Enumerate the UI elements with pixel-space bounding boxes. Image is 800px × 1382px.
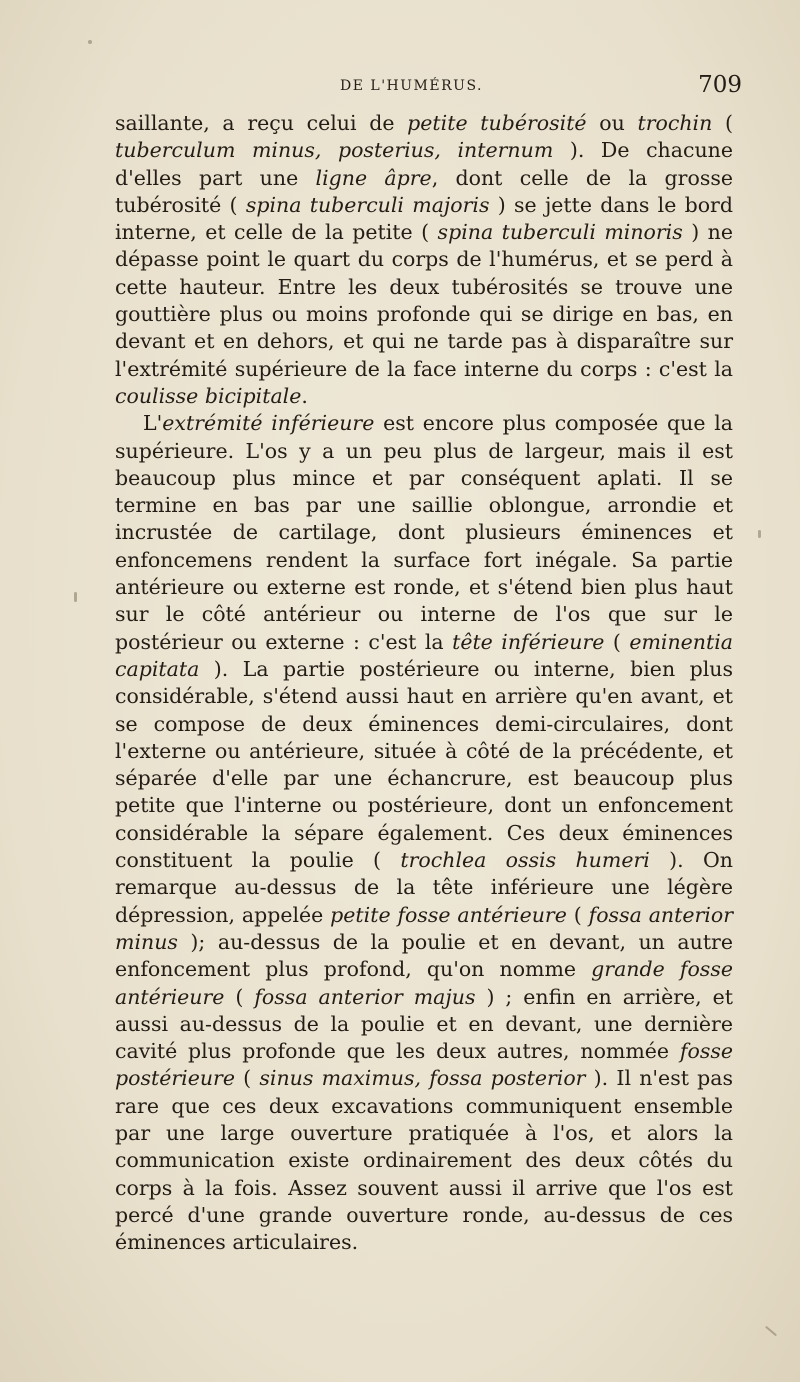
paragraph-2: [115, 410, 733, 1256]
text-run: ). On remarque au-dessus de la tête inférieure une légère dépression, appelée: [115, 848, 733, 927]
body-text: [115, 110, 733, 1256]
text-run: ou: [586, 111, 638, 135]
term-petite-tuberosite: petite tubérosité: [407, 111, 587, 135]
term-extremite-inferieure: extrémité inférieure: [162, 411, 375, 436]
page-number: 709: [698, 72, 742, 98]
term-spina-tuberculi-majoris: spina tuberculi majoris: [245, 192, 490, 217]
term-spina-tuberculi-minoris: spina tuberculi minoris: [437, 220, 683, 245]
term-coulisse-bicipitale: coulisse bicipitale: [115, 383, 302, 408]
text-run: ). Il n'est pas rare que ces deux excavations communiquent ensemble par une large ouverture pratiquée à l'os, et alors la communication existe ordinairement des deux côtés du corps à la fois. Assez souvent aussi il arrive que l'os est percé d'une grande ouverture ronde, au-dessus de ces éminences articulaires.: [115, 1066, 734, 1255]
term-fosse-posterieure: fosse postérieure: [115, 1039, 733, 1091]
text-run: ) ; enfin en arrière, et aussi au-dessus de la poulie et en devant, une dernière cavité plus profonde que les deux autres, nommée: [115, 984, 733, 1064]
paper-speck: [88, 40, 92, 44]
text-run: , dont celle de la grosse tubérosité (: [115, 165, 733, 217]
text-run: ). De chacune d'elles part une: [115, 138, 733, 190]
term-fossa-anterior-minus: fossa anterior minus: [115, 902, 733, 954]
term-eminentia-capitata: eminentia capitata: [115, 629, 734, 681]
text-run: ) se jette dans le bord interne, et celle de la petite (: [115, 192, 733, 245]
paper-speck: [765, 1326, 777, 1337]
text-run: (: [604, 629, 630, 654]
text-run: est encore plus composée que la supérieure. L'os y a un peu plus de largeur, mais il est beaucoup plus mince et par conséquent aplati. Il se termine en bas par une saillie oblongue, arrondie et incrustée de cartilage, dont plusieurs éminences et enfoncemens rendent la surface fort inégale. Sa partie antérieure ou externe est ronde, et s'étend bien plus haut sur le côté antérieur ou interne de l'os que sur le postérieur ou externe : c'est la: [115, 411, 733, 654]
running-title: DE L'HUMÉRUS.: [340, 78, 483, 94]
running-head: [0, 72, 800, 102]
paper-speck: [74, 592, 77, 602]
text-run: L': [143, 411, 163, 436]
text-run: .: [301, 383, 308, 408]
text-run: (: [566, 902, 589, 927]
term-sinus-maximus: sinus maximus, fossa posterior: [259, 1066, 586, 1091]
term-trochin: trochin: [637, 111, 713, 135]
term-tuberculum-minus: tuberculum minus, posterius, internum: [115, 138, 554, 163]
paragraph-1: [115, 110, 733, 410]
text-run: saillante, a reçu celui de: [115, 111, 408, 135]
text-run: (: [224, 984, 255, 1009]
text-run: ) ne dépasse point le quart du corps de l'humérus, et se perd à cette hauteur. Entre les deux tubérosités se trouve une gouttière plus ou moins profonde qui se dirige en bas, en devant et en dehors, et qui ne tarde pas à disparaître sur l'extrémité supérieure de la face interne du corps : c'est la: [115, 220, 733, 381]
term-ligne-apre: ligne âpre: [315, 165, 432, 190]
text-run: ); au-dessus de la poulie et en devant, un autre enfoncement plus profond, qu'on nomme: [115, 929, 733, 982]
paper-speck: [758, 530, 761, 538]
term-grande-fosse-anterieure: grande fosse antérieure: [115, 957, 733, 1009]
term-fossa-anterior-majus: fossa anterior majus: [254, 984, 476, 1009]
term-tete-inferieure: tête inférieure: [452, 629, 605, 654]
text-run: ). La partie postérieure ou interne, bien plus considérable, s'étend aussi haut en arrière qu'en avant, et se compose de deux éminences demi-circulaires, dont l'externe ou antérieure, située à côté de la précédente, et séparée d'elle par une échancrure, est beaucoup plus petite que l'interne ou postérieure, dont un enfoncement considérable la sépare également. Ces deux éminences constituent la poulie (: [115, 656, 733, 873]
term-petite-fosse-anterieure: petite fosse antérieure: [330, 902, 567, 927]
text-run: (: [234, 1066, 260, 1091]
term-trochlea: trochlea ossis humeri: [400, 848, 650, 873]
text-run: (: [712, 111, 733, 135]
